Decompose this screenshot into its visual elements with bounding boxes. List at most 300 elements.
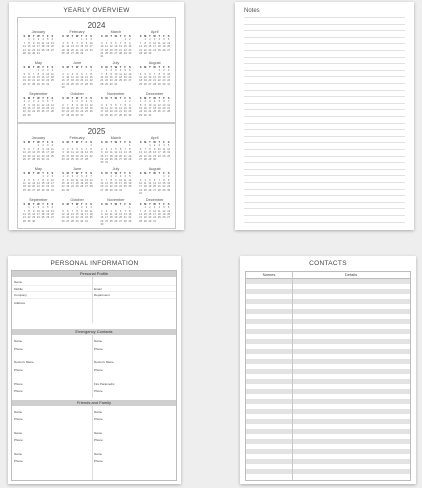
day-cell: 2 <box>149 206 151 210</box>
day-cell: 1 <box>71 100 74 104</box>
day-cell: 13 <box>148 76 152 80</box>
day-cell: 31 <box>105 161 108 165</box>
weekday-label: T <box>110 202 112 206</box>
day-cell: 12 <box>143 76 147 80</box>
day-cell: 19 <box>148 185 152 189</box>
weekday-label: S <box>23 96 26 100</box>
month-days <box>100 66 133 86</box>
day-cell: 5 <box>110 103 112 107</box>
day-cell: 8 <box>149 147 151 151</box>
day-cell: 29 <box>80 52 84 56</box>
day-cell: 23 <box>128 48 132 52</box>
weekday-label: S <box>100 35 103 38</box>
day-cell: 21 <box>36 185 40 189</box>
month-days <box>61 203 94 223</box>
day-cell: 23 <box>61 82 65 86</box>
friend-name-2[interactable]: Name <box>94 410 103 414</box>
note-line <box>244 208 405 209</box>
day-cell: 27 <box>119 219 122 223</box>
month-grid <box>22 134 171 226</box>
day-cell: 20 <box>167 212 171 216</box>
month-june <box>61 59 94 90</box>
column-divider <box>92 335 93 398</box>
note-line <box>244 129 405 130</box>
day-cell: 29 <box>61 188 65 192</box>
friend-phone-1[interactable]: Phone <box>14 417 23 421</box>
day-cell: 22 <box>143 48 147 52</box>
day-cell: 16 <box>153 151 157 155</box>
day-cell: 23 <box>61 158 65 162</box>
day-cell: 21 <box>119 110 122 114</box>
emergency-phone-2[interactable]: Phone <box>94 347 103 351</box>
day-cell: 9 <box>32 41 35 45</box>
month-may <box>22 59 55 90</box>
day-cell: 12 <box>157 103 161 107</box>
day-cell: 5 <box>167 144 170 148</box>
day-cell: 16 <box>100 216 104 220</box>
day-cell: 20 <box>66 216 70 220</box>
day-cell: 19 <box>89 106 93 110</box>
month-days <box>61 66 94 90</box>
day-cell: 6 <box>28 72 30 76</box>
day-cell: 18 <box>153 106 157 110</box>
doctor-phone-1[interactable]: Phone <box>14 368 23 372</box>
day-cell: 17 <box>85 212 88 216</box>
day-cell: 28 <box>105 188 108 192</box>
emergency-phone-4[interactable]: Phone <box>94 389 103 393</box>
weekday-label: T <box>71 141 74 144</box>
month-december <box>138 90 171 120</box>
day-cell: 19 <box>61 216 65 220</box>
weekday-label: T <box>32 202 35 206</box>
day-cell: 31 <box>50 188 54 192</box>
day-cell: 12 <box>41 103 45 107</box>
weekday-label: T <box>158 65 161 69</box>
friend-phone-3[interactable]: Phone <box>14 438 23 442</box>
day-cell: 1 <box>163 175 165 179</box>
month-days <box>61 97 94 117</box>
day-cell: 18 <box>109 154 113 158</box>
day-cell: 24 <box>70 185 74 189</box>
day-cell: 18 <box>41 45 45 49</box>
weekday-label: F <box>85 171 88 175</box>
day-cell: 15 <box>27 45 31 49</box>
friend-name-3[interactable]: Name <box>14 431 23 435</box>
weekday-label: T <box>81 65 83 69</box>
day-cell: 2 <box>76 100 78 104</box>
day-cell: 24 <box>105 219 108 223</box>
day-cell: 17 <box>50 182 54 186</box>
day-cell: 10 <box>46 72 50 76</box>
day-cell: 28 <box>85 158 88 162</box>
doctor-phone-2[interactable]: Phone <box>94 368 103 372</box>
fire-paramedic-label[interactable]: Fire Paramedic <box>94 382 115 386</box>
weekday-label: S <box>62 141 64 144</box>
day-cell: 3 <box>105 209 108 213</box>
day-cell: 26 <box>148 188 152 192</box>
day-cell: 11 <box>75 178 79 182</box>
friend-name-5[interactable]: Name <box>14 452 23 456</box>
month-name: June <box>73 60 82 65</box>
day-cell: 24 <box>157 154 161 158</box>
weekday-label: M <box>27 96 31 100</box>
day-cell: 26 <box>143 82 147 86</box>
weekday-label: S <box>167 171 170 175</box>
day-cell: 27 <box>119 158 122 162</box>
day-cell: 27 <box>50 48 54 52</box>
personal-information-page <box>8 256 181 484</box>
day-cell: 1 <box>124 100 126 104</box>
day-cell: 4 <box>153 100 156 104</box>
day-cell: 17 <box>100 110 104 114</box>
doctors-name-2[interactable]: Doctor's Name <box>94 360 114 364</box>
day-cell: 12 <box>75 151 79 155</box>
day-cell: 28 <box>157 188 161 192</box>
month-name: March <box>110 30 122 34</box>
day-cell: 26 <box>27 188 31 192</box>
day-cell: 13 <box>27 151 31 155</box>
day-cell: 17 <box>46 151 50 155</box>
day-cell: 16 <box>46 182 50 186</box>
day-cell: 25 <box>50 154 54 158</box>
day-cell: 10 <box>153 209 157 213</box>
weekday-label: T <box>119 171 122 175</box>
weekday-label: W <box>153 171 156 175</box>
day-cell: 28 <box>123 158 127 162</box>
day-cell: 25 <box>75 185 79 189</box>
note-line <box>244 37 405 38</box>
weekday-label: T <box>42 171 44 175</box>
day-cell: 20 <box>27 79 31 83</box>
day-cell: 19 <box>75 79 79 83</box>
month-days <box>100 172 133 192</box>
month-name: March <box>110 136 122 140</box>
email-label[interactable]: Email <box>94 287 102 291</box>
day-cell: 21 <box>123 216 127 220</box>
weekday-label: W <box>75 171 79 175</box>
day-cell: 7 <box>32 147 35 151</box>
day-cell: 22 <box>89 154 93 158</box>
day-cell: 19 <box>128 182 132 186</box>
day-cell: 14 <box>119 45 122 49</box>
weekday-label: S <box>62 171 64 175</box>
day-cell: 1 <box>76 206 78 210</box>
month-days <box>22 66 55 86</box>
day-cell: 19 <box>143 79 147 83</box>
month-name: April <box>150 30 159 34</box>
day-cell: 10 <box>50 178 54 182</box>
day-cell: 31 <box>167 82 171 86</box>
day-cell: 30 <box>128 52 132 56</box>
weekday-label: S <box>167 65 170 69</box>
day-cell: 15 <box>89 76 93 80</box>
month-days <box>138 35 171 55</box>
day-cell: 25 <box>119 79 122 83</box>
day-cell: 8 <box>163 178 165 182</box>
day-cell: 20 <box>46 106 50 110</box>
year-block-2024 <box>17 17 176 123</box>
day-cell: 8 <box>28 41 30 45</box>
day-cell: 24 <box>66 82 70 86</box>
day-cell: 5 <box>28 178 30 182</box>
weekday-label: M <box>144 65 147 69</box>
day-cell: 10 <box>139 182 143 186</box>
day-cell: 7 <box>144 147 146 151</box>
weekday-label: M <box>66 202 69 206</box>
month-days <box>138 203 171 223</box>
day-cell: 27 <box>27 82 31 86</box>
friend-phone-6[interactable]: Phone <box>94 459 103 463</box>
day-cell: 10 <box>32 103 36 107</box>
friend-phone-2[interactable]: Phone <box>94 417 103 421</box>
day-cell: 6 <box>81 147 83 151</box>
note-line <box>244 70 405 71</box>
day-cell: 25 <box>157 216 161 220</box>
day-cell: 1 <box>90 144 92 148</box>
day-cell: 18 <box>61 48 65 52</box>
day-cell: 14 <box>22 45 26 49</box>
address-label[interactable]: Address <box>14 301 26 305</box>
day-cell: 13 <box>119 151 122 155</box>
day-cell: 18 <box>105 48 108 52</box>
weekday-label: M <box>105 65 108 69</box>
day-cell: 12 <box>46 209 50 213</box>
day-cell: 2 <box>167 175 170 179</box>
day-cell: 6 <box>85 175 88 179</box>
friend-name-4[interactable]: Name <box>94 431 103 435</box>
day-cell: 13 <box>32 182 36 186</box>
day-cell: 27 <box>32 188 36 192</box>
weekday-label: T <box>81 96 83 100</box>
friend-phone-5[interactable]: Phone <box>14 459 23 463</box>
friend-name-6[interactable]: Name <box>94 452 103 456</box>
day-cell: 26 <box>162 216 166 220</box>
month-name: May <box>34 166 42 171</box>
month-days <box>138 97 171 117</box>
day-cell: 21 <box>143 154 147 158</box>
weekday-label: F <box>85 141 88 144</box>
friend-phone-4[interactable]: Phone <box>94 438 103 442</box>
day-cell: 22 <box>162 185 166 189</box>
day-cell: 23 <box>80 216 84 220</box>
day-cell: 2 <box>42 69 44 73</box>
day-cell: 22 <box>128 154 132 158</box>
month-days <box>61 35 94 55</box>
day-cell: 20 <box>153 185 157 189</box>
day-cell: 19 <box>27 185 31 189</box>
emergency-name-2[interactable]: Name <box>94 339 103 343</box>
day-cell: 11 <box>143 182 147 186</box>
weekday-label: T <box>32 171 35 175</box>
weekday-label: S <box>23 141 26 144</box>
day-cell: 3 <box>101 41 103 45</box>
weekday-label: S <box>90 65 93 69</box>
day-cell: 14 <box>119 106 122 110</box>
day-cell: 30 <box>61 86 65 90</box>
day-cell: 3 <box>115 69 117 73</box>
month-march <box>100 134 133 165</box>
day-cell: 31 <box>85 219 88 223</box>
day-cell: 4 <box>105 41 108 45</box>
day-cell: 27 <box>128 79 132 83</box>
weekday-label: F <box>85 96 88 100</box>
emergency-name-1[interactable]: Name <box>14 339 23 343</box>
day-cell: 30 <box>46 188 50 192</box>
day-cell: 20 <box>128 76 132 80</box>
weekday-label: S <box>139 96 142 100</box>
day-cell: 22 <box>128 216 132 220</box>
day-cell: 12 <box>109 45 113 49</box>
weekday-label: S <box>62 35 64 38</box>
day-cell: 25 <box>89 216 93 220</box>
emergency-phone-1[interactable]: Phone <box>14 347 23 351</box>
day-cell: 28 <box>153 82 157 86</box>
weekday-label: W <box>37 65 40 69</box>
month-name: May <box>34 60 42 65</box>
day-cell: 3 <box>119 175 122 179</box>
weekday-label: W <box>75 202 79 206</box>
weekday-label: S <box>100 202 103 206</box>
weekday-label: T <box>158 96 161 100</box>
company-label[interactable]: Company <box>14 293 27 297</box>
day-cell: 9 <box>167 178 170 182</box>
day-cell: 15 <box>75 212 79 216</box>
day-cell: 4 <box>37 100 40 104</box>
day-cell: 19 <box>46 45 50 49</box>
day-cell: 27 <box>114 52 118 56</box>
day-cell: 30 <box>153 158 157 162</box>
day-cell: 27 <box>70 52 74 56</box>
day-cell: 14 <box>100 76 104 80</box>
day-cell: 14 <box>123 151 127 155</box>
day-cell: 4 <box>144 178 146 182</box>
name-label[interactable]: Name <box>14 280 23 284</box>
day-cell: 25 <box>85 110 88 114</box>
day-cell: 4 <box>62 41 64 45</box>
month-days <box>138 141 171 161</box>
day-cell: 27 <box>167 48 171 52</box>
day-cell: 21 <box>66 110 70 114</box>
note-line <box>244 195 405 196</box>
field-line <box>12 285 176 286</box>
day-cell: 22 <box>27 48 31 52</box>
day-cell: 22 <box>70 110 74 114</box>
day-cell: 10 <box>36 41 40 45</box>
day-cell: 7 <box>85 72 88 76</box>
day-cell: 21 <box>50 106 54 110</box>
weekday-label: W <box>114 171 118 175</box>
weekday-label: M <box>27 141 31 144</box>
day-cell: 14 <box>143 151 147 155</box>
day-cell: 19 <box>167 151 171 155</box>
day-cell: 2 <box>32 38 35 42</box>
day-cell: 12 <box>162 209 166 213</box>
day-cell: 11 <box>71 76 74 80</box>
day-cell: 21 <box>100 79 104 83</box>
contact-row[interactable] <box>246 474 410 479</box>
weekday-label: M <box>66 65 69 69</box>
day-cell: 30 <box>109 82 113 86</box>
day-cell: 6 <box>51 206 54 210</box>
day-cell: 25 <box>70 158 74 162</box>
day-cell: 4 <box>110 147 112 151</box>
day-cell: 11 <box>41 41 45 45</box>
day-cell: 27 <box>162 110 166 114</box>
weekday-label: M <box>66 171 69 175</box>
day-cell: 6 <box>139 147 142 151</box>
weekday-label: W <box>37 35 40 38</box>
day-cell: 21 <box>32 154 36 158</box>
day-cell: 16 <box>32 45 36 49</box>
note-line <box>244 222 405 223</box>
day-cell: 31 <box>100 55 104 59</box>
day-cell: 21 <box>119 48 122 52</box>
day-cell: 5 <box>115 209 117 213</box>
day-cell: 8 <box>37 147 40 151</box>
month-june <box>61 165 94 196</box>
day-cell: 19 <box>41 106 45 110</box>
day-cell: 1 <box>81 38 83 42</box>
weekday-label: S <box>100 141 103 144</box>
day-cell: 26 <box>80 185 84 189</box>
day-cell: 4 <box>51 69 54 73</box>
day-cell: 3 <box>51 175 54 179</box>
day-cell: 6 <box>153 178 156 182</box>
day-cell: 18 <box>70 154 74 158</box>
police-label[interactable]: Phone <box>14 382 23 386</box>
day-cell: 17 <box>89 45 93 49</box>
day-cell: 23 <box>143 110 147 114</box>
day-cell: 4 <box>76 175 78 179</box>
emergency-phone-3[interactable]: Phone <box>14 389 23 393</box>
day-cell: 30 <box>32 52 36 56</box>
day-cell: 6 <box>67 209 69 213</box>
day-cell: 17 <box>100 48 104 52</box>
friend-name-1[interactable]: Name <box>14 410 23 414</box>
day-cell: 29 <box>41 188 45 192</box>
day-cell: 3 <box>153 206 156 210</box>
note-line <box>244 162 405 163</box>
weekday-label: T <box>158 35 161 38</box>
month-days <box>61 172 94 192</box>
day-cell: 11 <box>89 209 93 213</box>
day-cell: 5 <box>23 147 26 151</box>
day-cell: 16 <box>41 151 45 155</box>
day-cell: 21 <box>85 79 88 83</box>
month-name: December <box>145 197 164 202</box>
day-cell: 23 <box>128 110 132 114</box>
day-cell: 1 <box>23 100 26 104</box>
mobile-label[interactable]: Mobile <box>14 287 23 291</box>
weekday-label: S <box>90 141 93 144</box>
day-cell: 31 <box>36 52 40 56</box>
day-cell: 3 <box>32 100 35 104</box>
day-cell: 10 <box>114 72 118 76</box>
weekday-label: T <box>110 96 112 100</box>
day-cell: 21 <box>85 154 88 158</box>
month-august <box>138 165 171 196</box>
department-label[interactable]: Department <box>94 293 110 297</box>
day-cell: 23 <box>27 110 31 114</box>
day-cell: 5 <box>23 72 26 76</box>
day-cell: 17 <box>36 45 40 49</box>
day-cell: 14 <box>167 103 171 107</box>
doctors-name-1[interactable]: Doctor's Name <box>14 360 34 364</box>
day-cell: 7 <box>167 100 170 104</box>
weekday-label: M <box>144 96 147 100</box>
weekday-label: W <box>37 202 40 206</box>
weekday-label: M <box>105 171 108 175</box>
